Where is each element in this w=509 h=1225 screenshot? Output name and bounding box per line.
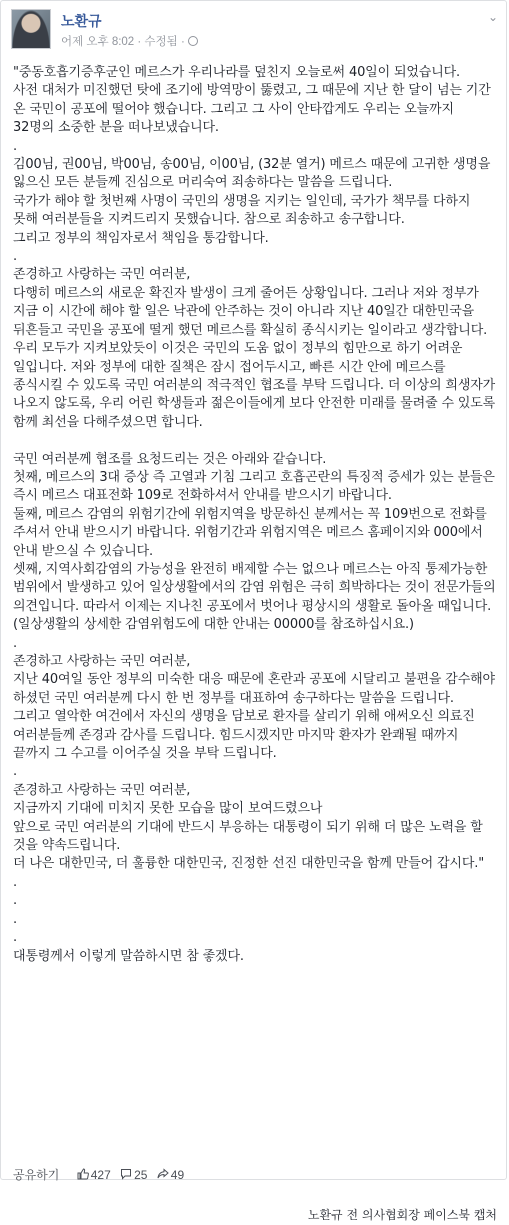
post-meta (61, 33, 198, 49)
chevron-down-icon[interactable]: ⌄ (487, 10, 499, 24)
globe-icon[interactable] (188, 36, 198, 46)
shares-count: 49 (170, 1167, 185, 1182)
avatar[interactable] (11, 9, 51, 49)
likes-count-group[interactable] (77, 1167, 114, 1181)
author-name[interactable]: 노환규 (61, 13, 102, 29)
post-actions (13, 1166, 184, 1182)
share-arrow-icon (157, 1168, 169, 1180)
comment-icon (120, 1168, 132, 1180)
post-header (11, 9, 499, 53)
image-caption: 노환규 전 의사협회장 페이스북 캡처 (307, 1208, 497, 1222)
comments-count: 25 (134, 1167, 148, 1182)
share-button[interactable]: 공유하기 (13, 1168, 60, 1182)
timestamp[interactable]: 어제 오후 8:02 · 수정됨 · (61, 36, 185, 48)
post-body: "중동호흡기증후군인 메르스가 우리나라를 덮친지 오늘로써 40일이 되었습니다. 사전 대처가 미진했던 탓에 조기에 방역망이 뚫렸고, 그 때문에 지난 한 달이 넘는 기간 온 국민이 공포에 떨어야 했습니다. 그리고 그 사이 안타깝게도 우리는 오늘까지 32명의 소중한 분을 떠나보냈습니다. . 김00님, 권00님, 박00님, 송00님, 이00님, (32분 열거) 메르스 때문에 고귀한 생명을 잃으신 모든 분들께 진심으로 머리숙여 죄송하다는 말씀을 드립니다. 국가가 해야 할 첫번째 사명이 국민의 생명을 지키는 일인데, 국가가 책무를 다하지 못해 여러분들을 지켜드리지 못했습니다. 참으로 죄송하고 송구합니다. 그리고 정부의 책임자로서 책임을 통감합니다. . 존경하고 사랑하는 국민 여러분, 다행히 메르스의 새로운 확진자 발생이 크게 줄어든 상황입니다. 그러나 저와 정부가 지금 이 시간에 해야 할 일은 낙관에 안주하는 것이 아니라 지난 40일간 대한민국을 뒤흔들고 국민을 공포에 떨게 했던 메르스를 확실히 종식시키는 일이라고 생각합니다. 우리 모두가 지켜보았듯이 이것은 국민의 도움 없이 정부의 힘만으로 하기 어려운 일입니다. 저와 정부에 대한 질책은 잠시 접어두시고, 빠른 시간 안에 메르스를 종식시킬 수 있도록 국민 여러분의 적극적인 협조를 부탁 드립니다. 더 이상의 희생자가 나오지 않도록, 우리 어린 학생들과 젊은이들에게 보다 안전한 미래를 물려줄 수 있도록 함께 최선을 다해주셨으면 합니다. 국민 여러분께 협조를 요청드리는 것은 아래와 같습니다. 첫째, 메르스의 3대 증상 즉 고열과 기침 그리고 호흡곤란의 특징적 증세가 있는 분들은 즉시 메르스 대표전화 109로 전화하셔서 안내를 받으시기 바랍니다. 둘째, 메르스 감염의 위험기간에 위험지역을 방문하신 분께서는 꼭 109번으로 전화를 주셔서 안내 받으시기 바랍니다. 위험기간과 위험지역은 메르스 홈페이지와 000에서 안내 받으실 수 있습니다. 셋째, 지역사회감염의 가능성을 완전히 배제할 수는 없으나 메르스는 아직 통제가능한 범위에서 발생하고 있어 일상생활에서의 감염 위험은 극히 희박하다는 것이 전문가들의 의견입니다. 따라서 이제는 지나친 공포에서 벗어나 평상시의 생활로 돌아올 때입니다. (일상생활의 상세한 감염위험도에 대한 안내는 00000를 참조하십시요.) . 존경하고 사랑하는 국민 여러분, 지난 40여일 동안 정부의 미숙한 대응 때문에 혼란과 공포에 시달리고 불편을 감수해야 하셨던 국민 여러분께 다시 한 번 정부를 대표하여 송구하다는 말씀을 드립니다. 그리고 열악한 여건에서 자신의 생명을 담보로 환자를 살리기 위해 애써오신 의료진 여러분들께 존경과 감사를 드립니다. 힘드시겠지만 마지막 환자가 완쾌될 때까지 끝까지 그 수고를 이어주실 것을 부탁 드립니다. . 존경하고 사랑하는 국민 여러분, 지금까지 기대에 미치지 못한 모습을 많이 보여드렸으나 앞으로 국민 여러분의 기대에 반드시 부응하는 대통령이 되기 위해 더 많은 노력을 할 것을 약속드립니다. 더 나은 대한민국, 더 훌륭한 대한민국, 진정한 선진 대한민국을 함께 만들어 갑시다." . . . . 대통령께서 이렇게 말씀하시면 참 좋겠다. (13, 65, 496, 964)
thumbs-up-icon (77, 1168, 89, 1180)
comments-count-group[interactable] (120, 1167, 151, 1181)
shares-count-group[interactable] (157, 1167, 184, 1181)
likes-count: 427 (90, 1167, 111, 1182)
